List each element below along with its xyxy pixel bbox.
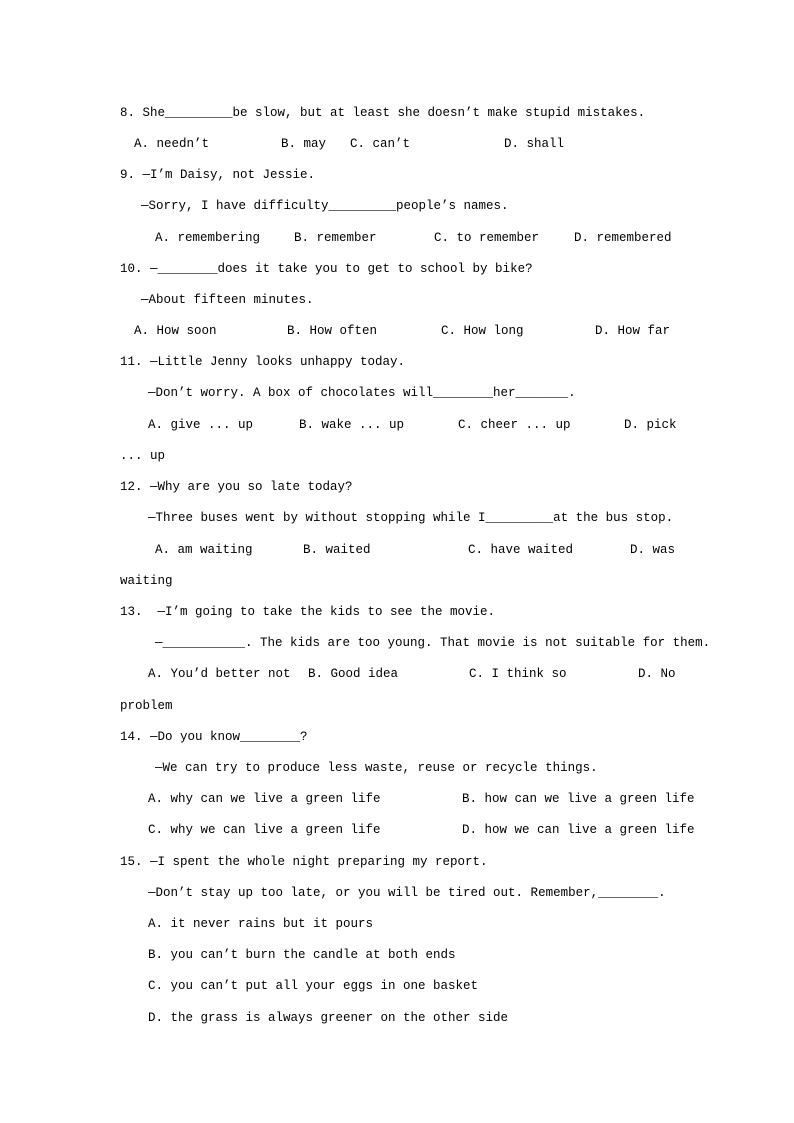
question-14-reply: —We can try to produce less waste, reuse or recycle things. [155, 761, 598, 775]
question-13-stem: 13. —I’m going to take the kids to see the movie. [120, 605, 496, 619]
q9-option-a: A. remembering [155, 231, 261, 245]
q10-option-b: B. How often [287, 324, 378, 338]
question-14-options-ab [0, 792, 794, 807]
question-11-reply: —Don’t worry. A box of chocolates will________her_______. [148, 386, 576, 400]
q9-option-c: C. to remember [434, 231, 540, 245]
q13-option-a: A. You’d better not [148, 667, 291, 681]
q10-option-a: A. How soon [134, 324, 217, 338]
question-9-stem: 9. —I’m Daisy, not Jessie. [120, 168, 316, 182]
question-12-reply: —Three buses went by without stopping while I_________at the bus stop. [148, 511, 674, 525]
q11-option-a: A. give ... up [148, 418, 254, 432]
q9-option-b: B. remember [294, 231, 377, 245]
q13-option-b: B. Good idea [308, 667, 399, 681]
question-11-stem: 11. —Little Jenny looks unhappy today. [120, 355, 406, 369]
q12-option-a: A. am waiting [155, 543, 253, 557]
q13-option-d: D. No [638, 667, 676, 681]
q15-option-d: D. the grass is always greener on the other side [148, 1011, 509, 1025]
question-13-option-d-wrap: problem [120, 699, 173, 713]
question-8-options [0, 137, 794, 152]
q13-option-c: C. I think so [469, 667, 567, 681]
question-13-reply: —___________. The kids are too young. That movie is not suitable for them. [155, 636, 711, 650]
question-15-stem: 15. —I spent the whole night preparing my report. [120, 855, 488, 869]
q12-option-c: C. have waited [468, 543, 574, 557]
q8-option-a: A. needn’t [134, 137, 210, 151]
q15-option-b: B. you can’t burn the candle at both ends [148, 948, 456, 962]
q14-option-c: C. why we can live a green life [148, 823, 381, 837]
q11-option-d: D. pick [624, 418, 677, 432]
q8-option-b: B. may [281, 137, 327, 151]
q12-option-b: B. waited [303, 543, 371, 557]
question-14-options-cd [0, 823, 794, 838]
question-11-option-d-wrap: ... up [120, 449, 166, 463]
question-11-options [0, 418, 794, 433]
q14-option-b: B. how can we live a green life [462, 792, 695, 806]
question-9-reply: —Sorry, I have difficulty_________people’s names. [141, 199, 509, 213]
question-12-option-d-wrap: waiting [120, 574, 173, 588]
question-10-stem: 10. —________does it take you to get to school by bike? [120, 262, 533, 276]
question-12-stem: 12. —Why are you so late today? [120, 480, 353, 494]
q12-option-d: D. was [630, 543, 676, 557]
question-10-options [0, 324, 794, 339]
q15-option-c: C. you can’t put all your eggs in one basket [148, 979, 479, 993]
q8-option-d: D. shall [504, 137, 565, 151]
question-12-options [0, 543, 794, 558]
question-14-stem: 14. —Do you know________? [120, 730, 308, 744]
q11-option-c: C. cheer ... up [458, 418, 571, 432]
q11-option-b: B. wake ... up [299, 418, 405, 432]
q10-option-d: D. How far [595, 324, 671, 338]
question-8-stem: 8. She_________be slow, but at least she doesn’t make stupid mistakes. [120, 106, 646, 120]
question-15-reply: —Don’t stay up too late, or you will be tired out. Remember,________. [148, 886, 666, 900]
q9-option-d: D. remembered [574, 231, 672, 245]
q14-option-a: A. why can we live a green life [148, 792, 381, 806]
question-10-reply: —About fifteen minutes. [141, 293, 314, 307]
question-9-options [0, 231, 794, 246]
q8-option-c: C. can’t [350, 137, 411, 151]
q15-option-a: A. it never rains but it pours [148, 917, 374, 931]
q10-option-c: C. How long [441, 324, 524, 338]
q14-option-d: D. how we can live a green life [462, 823, 695, 837]
question-13-options [0, 667, 794, 682]
